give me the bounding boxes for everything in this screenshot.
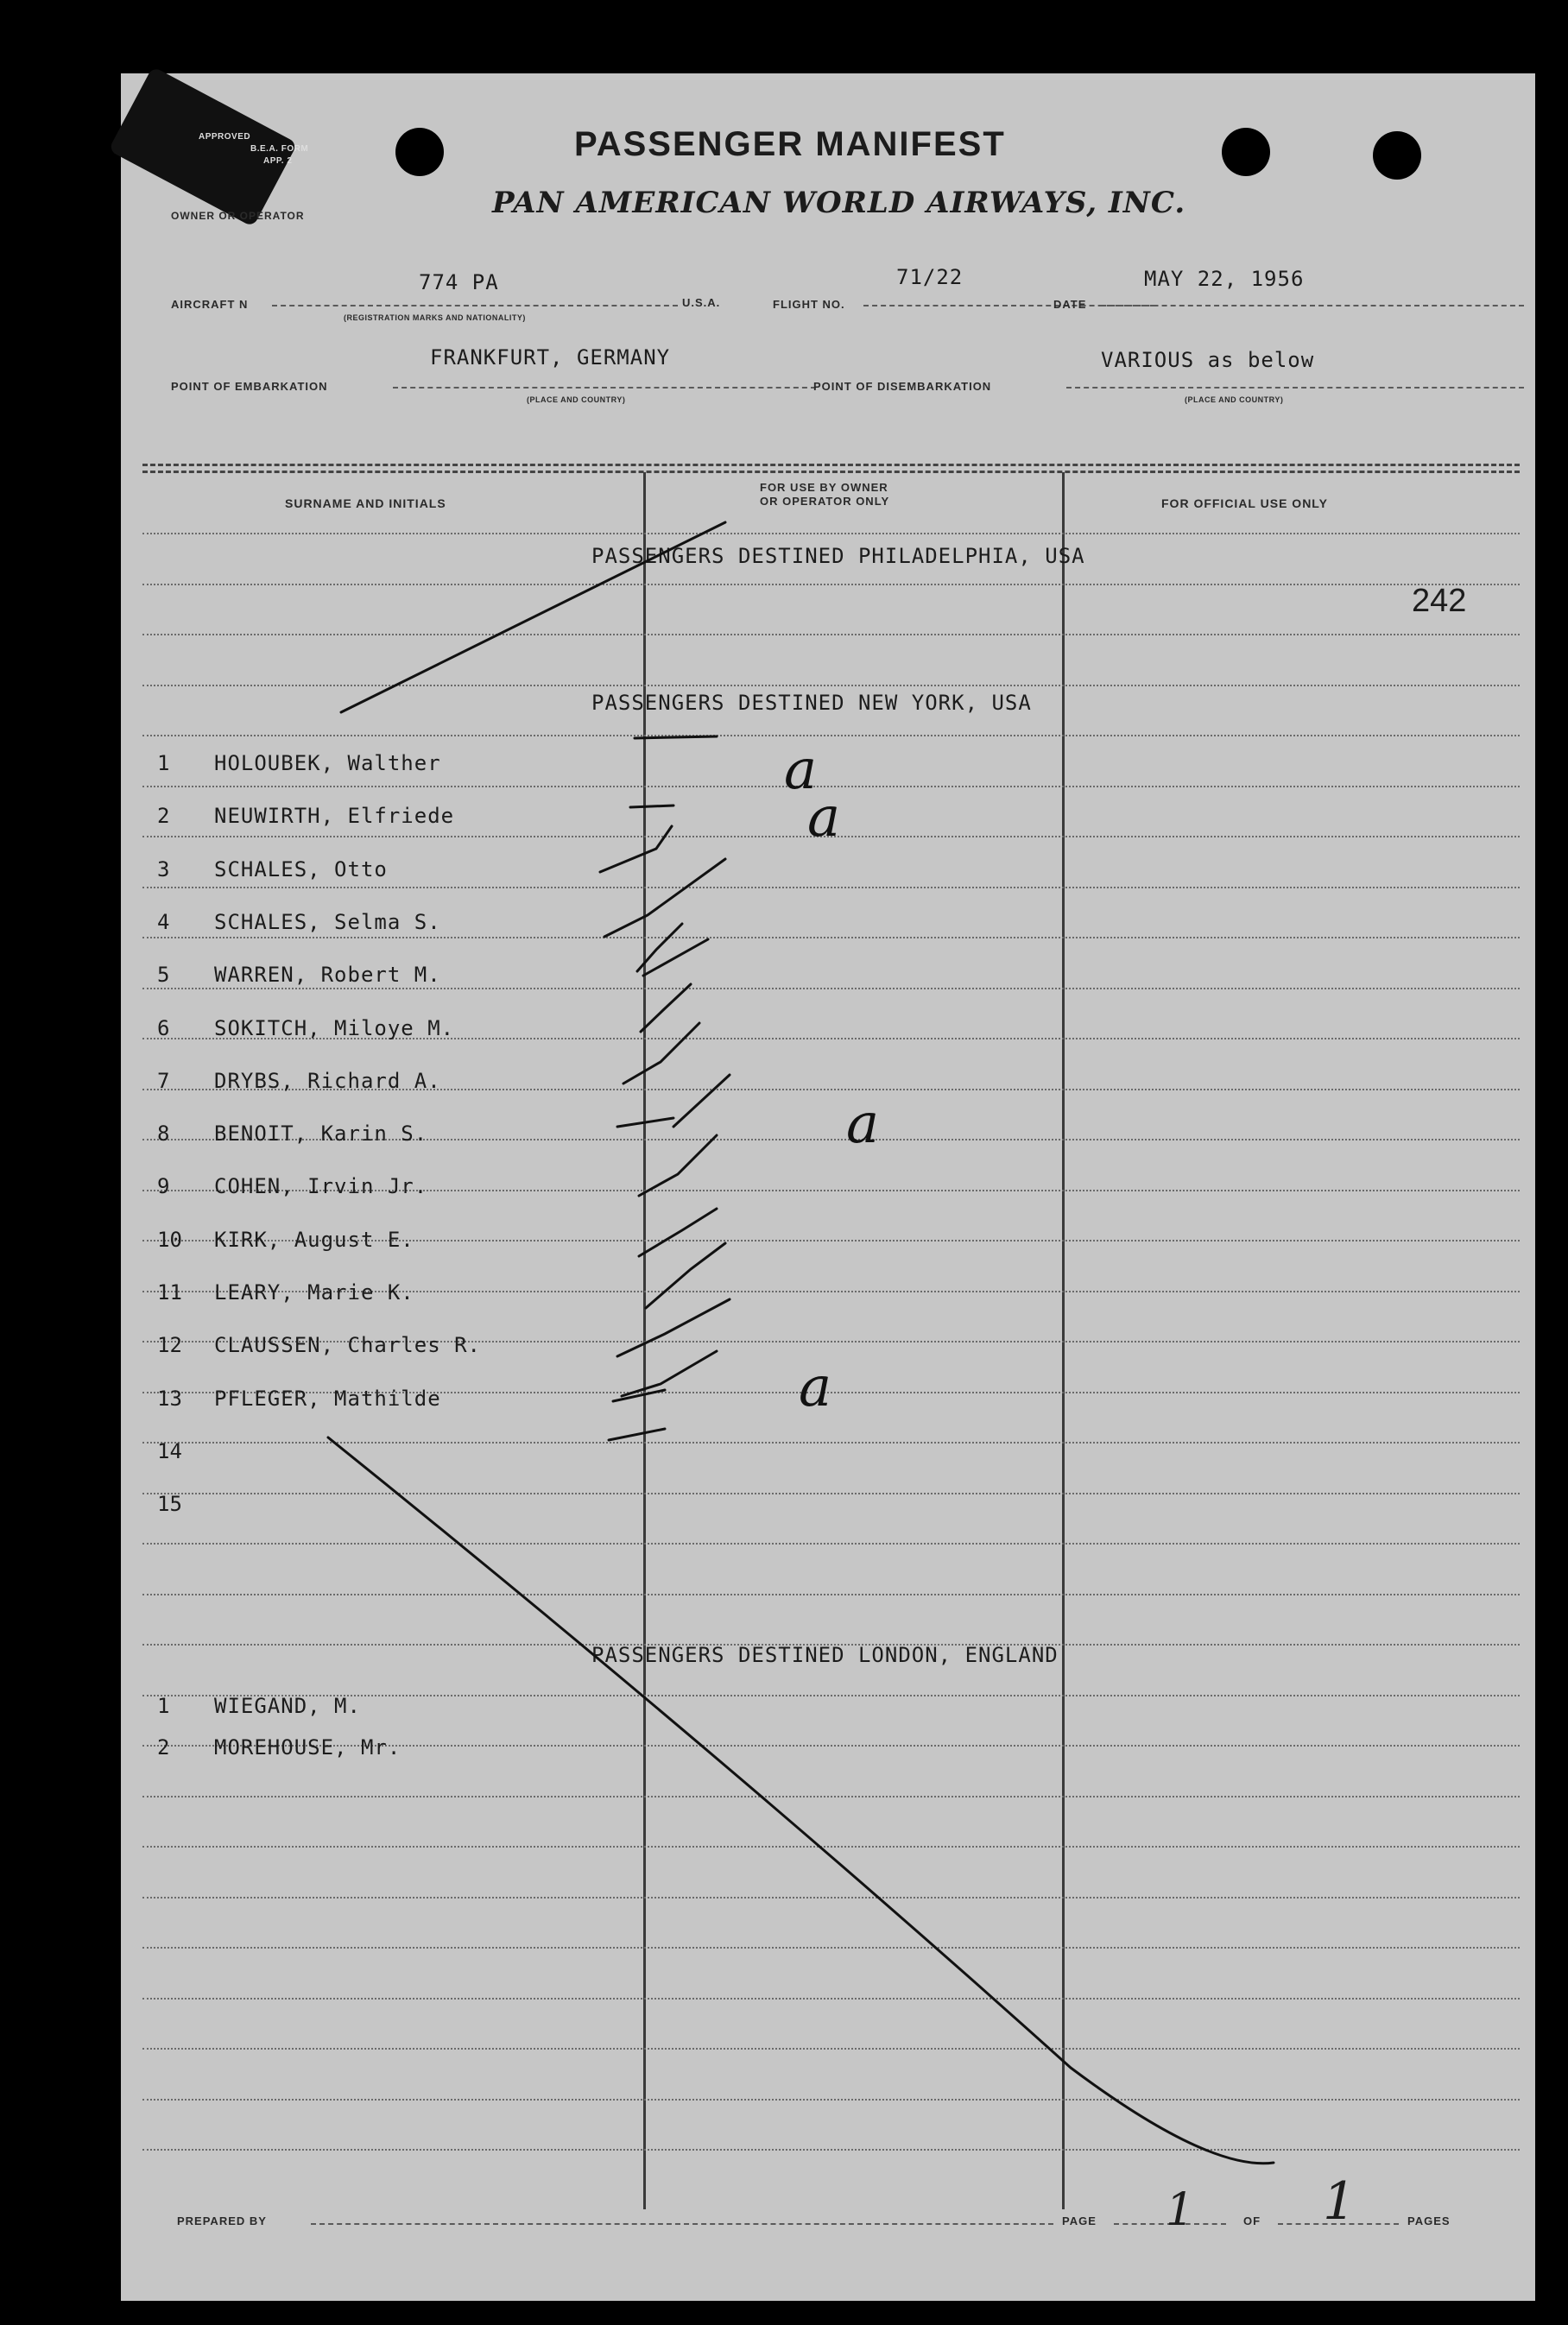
- new-york-row-number: 11: [157, 1280, 182, 1305]
- new-york-row-number: 9: [157, 1174, 170, 1198]
- new-york-row-number: 13: [157, 1387, 182, 1411]
- mark-benoit: a: [846, 1092, 880, 1156]
- new-york-passenger-name: COHEN, Irvin Jr.: [214, 1174, 428, 1198]
- col-header-owner-2: OR OPERATOR ONLY: [760, 495, 890, 508]
- new-york-passenger-name: SCHALES, Otto: [214, 857, 388, 881]
- new-york-passenger-name: SOKITCH, Miloye M.: [214, 1016, 455, 1040]
- page-label: PAGE: [1062, 2214, 1097, 2227]
- embarkation-label: POINT OF EMBARKATION: [171, 380, 328, 393]
- flight-label: FLIGHT NO.: [773, 298, 845, 311]
- col-header-surname: SURNAME AND INITIALS: [285, 496, 446, 510]
- col-header-owner-1: FOR USE BY OWNER: [760, 481, 888, 494]
- prepared-by-label: PREPARED BY: [177, 2214, 267, 2227]
- new-york-row-number: 12: [157, 1333, 182, 1357]
- new-york-passenger-name: CLAUSSEN, Charles R.: [214, 1333, 481, 1357]
- flight-value: 71/22: [896, 265, 964, 289]
- aircraft-label: AIRCRAFT N: [171, 298, 249, 311]
- page-value: 1: [1166, 2184, 1195, 2236]
- new-york-passenger-name: BENOIT, Karin S.: [214, 1121, 428, 1146]
- manifest-sheet: [121, 73, 1535, 2301]
- london-passenger-name: MOREHOUSE, Mr.: [214, 1735, 401, 1760]
- stamp-line-1: APPROVED: [199, 132, 251, 142]
- stamp-line-3: APP. 2: [263, 156, 293, 166]
- of-value: 1: [1323, 2171, 1356, 2232]
- section-heading-new-york: PASSENGERS DESTINED NEW YORK, USA: [591, 691, 1032, 715]
- new-york-row-number: 14: [157, 1439, 182, 1463]
- section-heading-london: PASSENGERS DESTINED LONDON, ENGLAND: [591, 1643, 1059, 1667]
- new-york-passenger-name: HOLOUBEK, Walther: [214, 751, 441, 775]
- date-label: DATE: [1053, 298, 1087, 311]
- new-york-row-number: 2: [157, 804, 170, 828]
- company-name: PAN AMERICAN WORLD AIRWAYS, INC.: [492, 186, 1186, 220]
- disembarkation-sublabel: (PLACE AND COUNTRY): [1185, 395, 1284, 404]
- london-row-number: 1: [157, 1694, 170, 1718]
- embarkation-value: FRANKFURT, GERMANY: [430, 345, 671, 370]
- stamp-line-2: B.E.A. FORM: [250, 144, 309, 154]
- new-york-row-number: 7: [157, 1069, 170, 1093]
- date-value: MAY 22, 1956: [1144, 267, 1305, 291]
- new-york-row-number: 6: [157, 1016, 170, 1040]
- new-york-passenger-name: PFLEGER, Mathilde: [214, 1387, 441, 1411]
- strike-philadelphia: [341, 522, 725, 712]
- new-york-row-number: 10: [157, 1228, 182, 1252]
- mark-holoubek: a: [784, 738, 818, 802]
- new-york-row-number: 15: [157, 1492, 182, 1516]
- new-york-passenger-name: WARREN, Robert M.: [214, 963, 441, 987]
- handwriting-overlay: [121, 73, 1535, 2301]
- owner-operator-label: OWNER OR OPERATOR: [171, 210, 305, 222]
- usa-label: U.S.A.: [682, 296, 721, 309]
- form-title: PASSENGER MANIFEST: [574, 125, 1006, 163]
- new-york-passenger-name: SCHALES, Selma S.: [214, 910, 441, 934]
- disembarkation-label: POINT OF DISEMBARKATION: [813, 380, 992, 393]
- mark-neuwirth: a: [807, 786, 841, 850]
- new-york-passenger-name: DRYBS, Richard A.: [214, 1069, 441, 1093]
- new-york-passenger-name: KIRK, August E.: [214, 1228, 414, 1252]
- aircraft-value: 774 PA: [419, 270, 499, 294]
- embarkation-sublabel: (PLACE AND COUNTRY): [527, 395, 626, 404]
- london-passenger-name: WIEGAND, M.: [214, 1694, 361, 1718]
- london-row-number: 2: [157, 1735, 170, 1760]
- section-heading-philadelphia: PASSENGERS DESTINED PHILADELPHIA, USA: [591, 544, 1085, 568]
- new-york-row-number: 4: [157, 910, 170, 934]
- new-york-passenger-name: LEARY, Marie K.: [214, 1280, 414, 1305]
- col-header-official: FOR OFFICIAL USE ONLY: [1161, 496, 1328, 510]
- disembarkation-value: VARIOUS as below: [1101, 348, 1315, 372]
- pages-label: PAGES: [1407, 2214, 1451, 2227]
- new-york-row-number: 3: [157, 857, 170, 881]
- mark-pfleger: a: [799, 1355, 832, 1419]
- aircraft-sublabel: (REGISTRATION MARKS AND NATIONALITY): [344, 313, 526, 322]
- of-label: OF: [1243, 2214, 1261, 2227]
- new-york-passenger-name: NEUWIRTH, Elfriede: [214, 804, 455, 828]
- page-number-stamp: 242: [1412, 583, 1467, 619]
- new-york-row-number: 5: [157, 963, 170, 987]
- new-york-row-number: 8: [157, 1121, 170, 1146]
- strike-unused-rows: [328, 1437, 1274, 2164]
- new-york-row-number: 1: [157, 751, 170, 775]
